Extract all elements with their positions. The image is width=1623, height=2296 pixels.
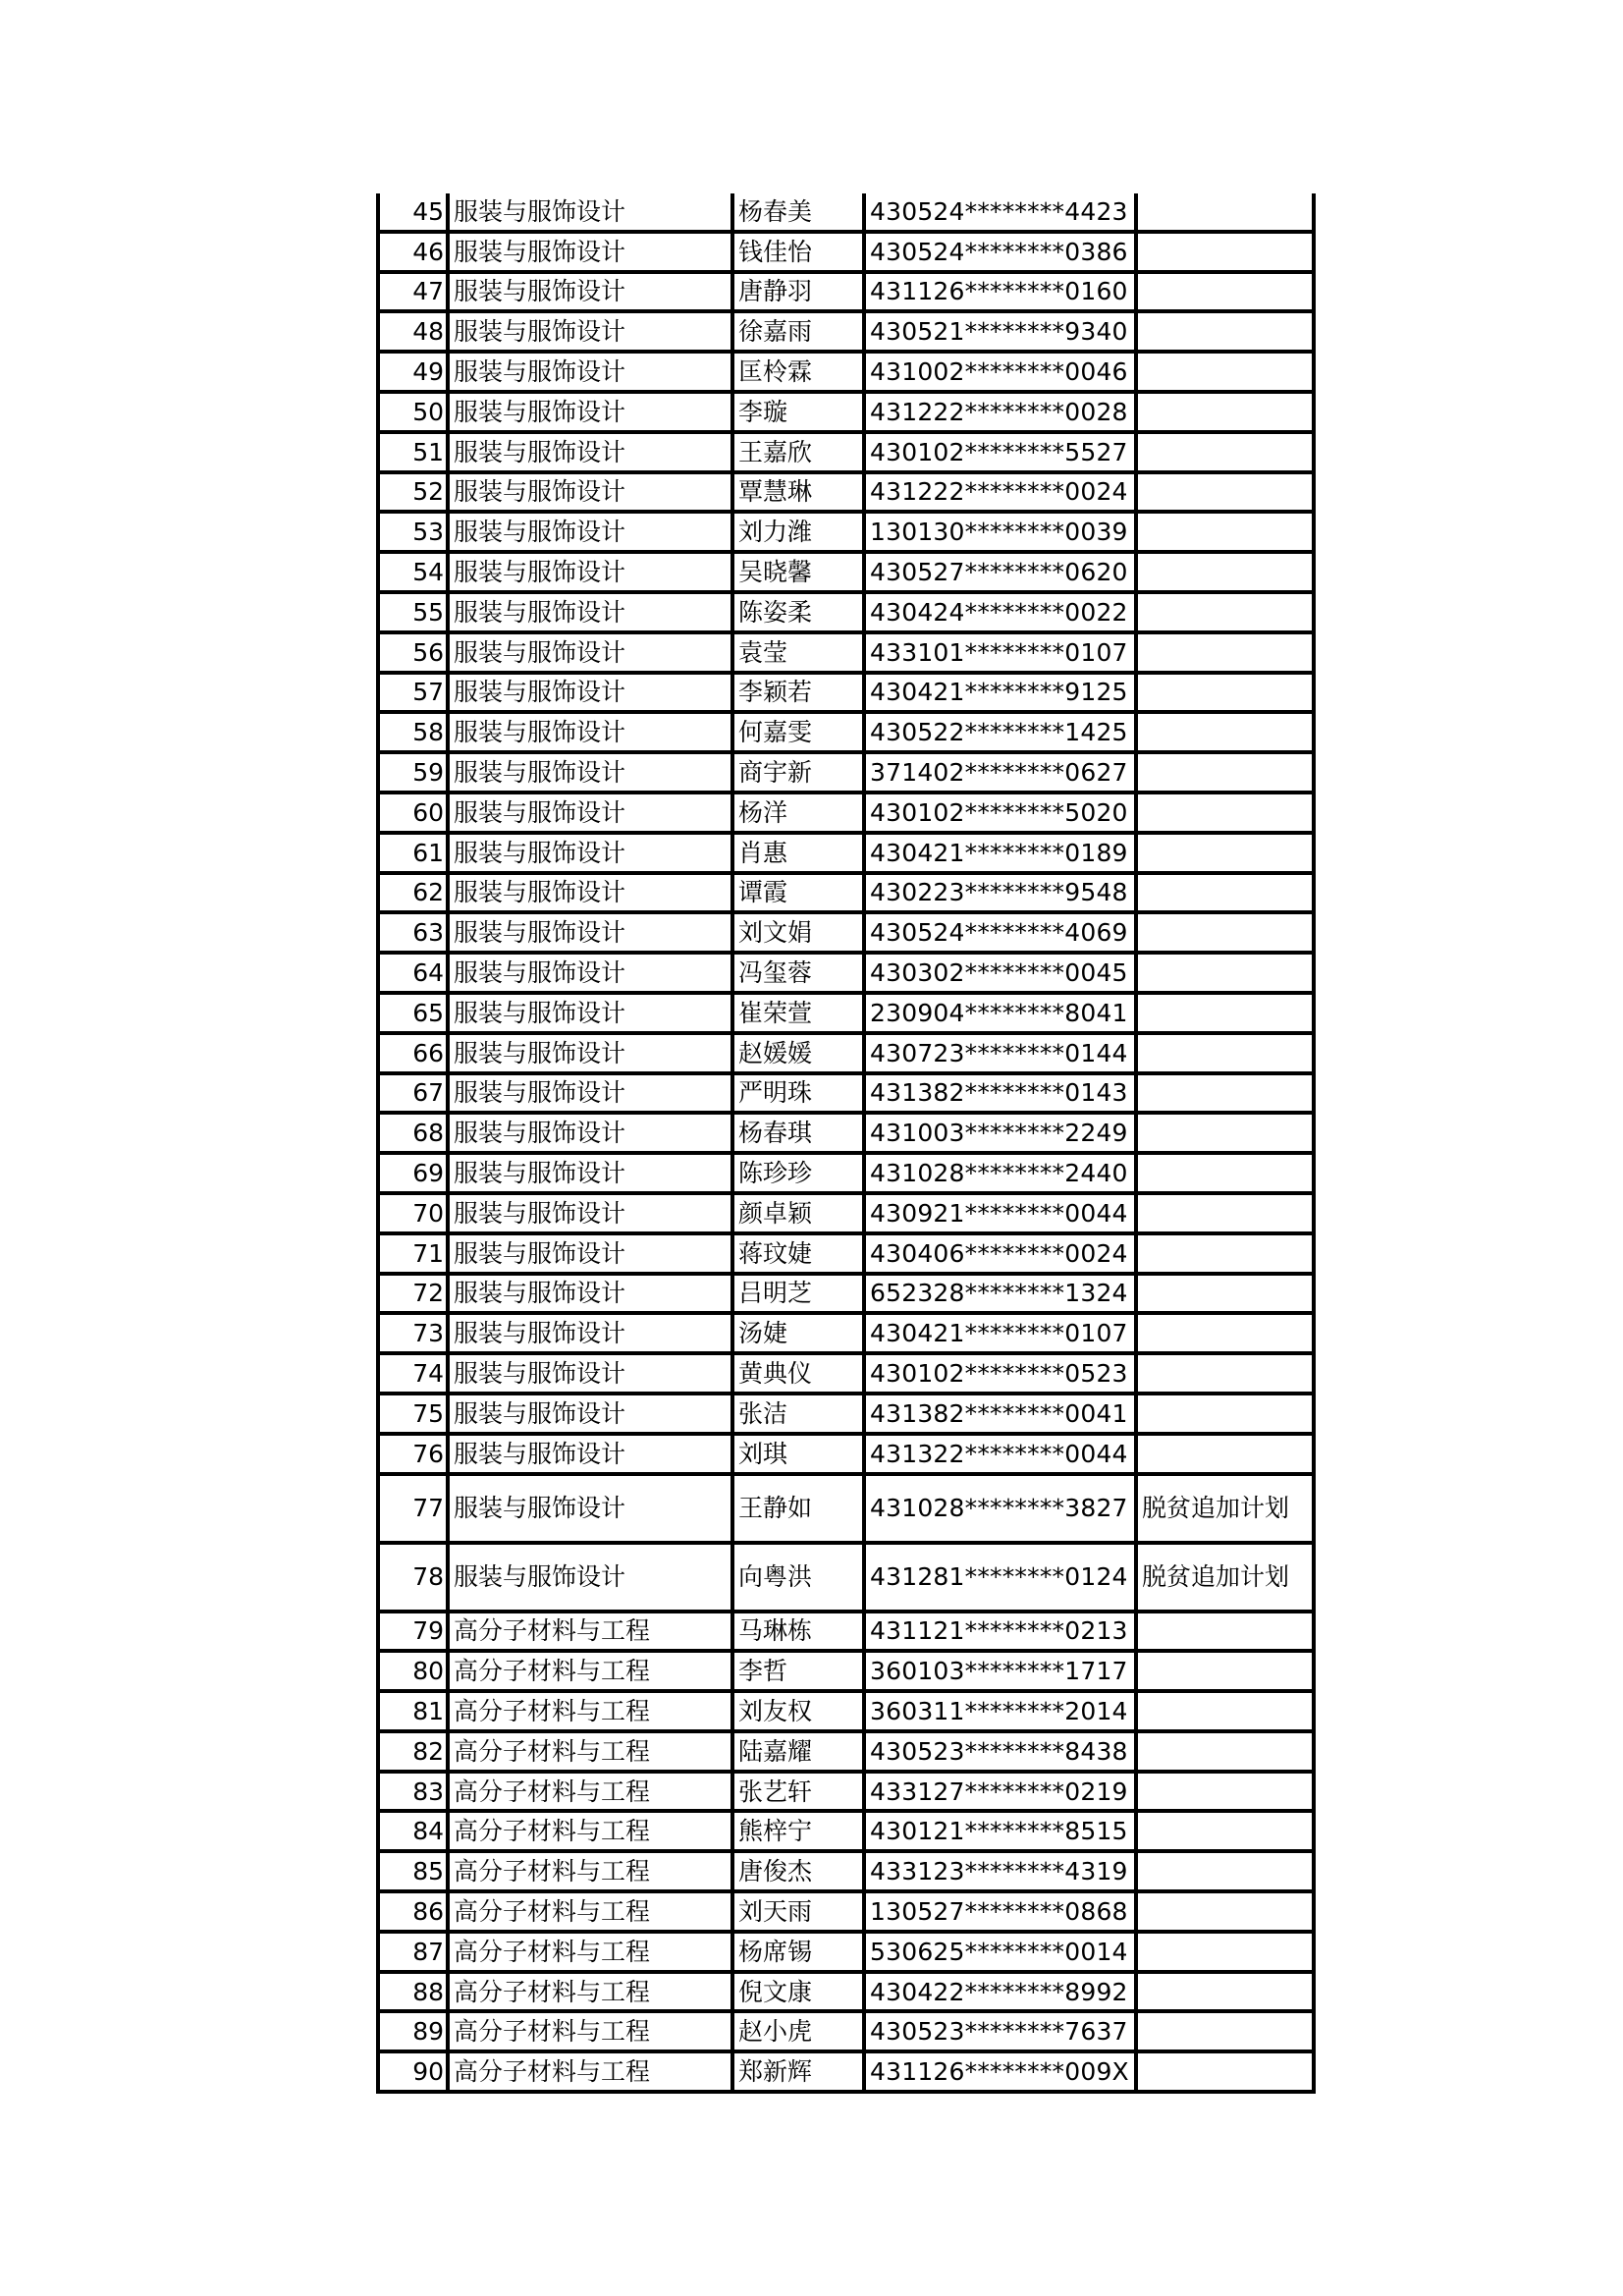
id-number-cell: 430523********8438: [864, 1731, 1136, 1772]
id-number-cell: 433123********4319: [864, 1851, 1136, 1891]
id-number-cell: 431121********0213: [864, 1612, 1136, 1652]
table-row: [378, 272, 1314, 312]
student-name-cell: 张洁: [732, 1394, 864, 1434]
major-cell: 服装与服饰设计: [448, 1073, 732, 1114]
major-cell: 服装与服饰设计: [448, 993, 732, 1033]
row-number: 55: [378, 592, 448, 632]
id-number-cell: 430524********4423: [864, 193, 1136, 232]
remark-cell: [1136, 1691, 1314, 1731]
student-name-cell: 向粤洪: [732, 1543, 864, 1612]
row-number: 79: [378, 1612, 448, 1652]
table-row: [378, 953, 1314, 993]
id-number-cell: 430102********0523: [864, 1353, 1136, 1394]
table-row: [378, 352, 1314, 392]
table-row: [378, 673, 1314, 713]
row-number: 61: [378, 833, 448, 873]
table-row: [378, 1113, 1314, 1153]
row-number: 57: [378, 673, 448, 713]
student-name-cell: 覃慧琳: [732, 472, 864, 513]
remark-cell: [1136, 1891, 1314, 1932]
remark-cell: [1136, 1772, 1314, 1812]
row-number: 82: [378, 1731, 448, 1772]
student-name-cell: 王静如: [732, 1474, 864, 1543]
id-number-cell: 530625********0014: [864, 1932, 1136, 1972]
id-number-cell: 230904********8041: [864, 993, 1136, 1033]
row-number: 90: [378, 2051, 448, 2092]
row-number: 45: [378, 193, 448, 232]
id-number-cell: 430921********0044: [864, 1193, 1136, 1233]
row-number: 47: [378, 272, 448, 312]
table-row: [378, 472, 1314, 513]
row-number: 56: [378, 632, 448, 673]
student-name-cell: 匡柃霖: [732, 352, 864, 392]
student-name-cell: 张艺轩: [732, 1772, 864, 1812]
major-cell: 服装与服饰设计: [448, 1434, 732, 1474]
table-row: [378, 1731, 1314, 1772]
remark-cell: [1136, 873, 1314, 913]
major-cell: 高分子材料与工程: [448, 1651, 732, 1691]
major-cell: 服装与服饰设计: [448, 833, 732, 873]
major-cell: 服装与服饰设计: [448, 193, 732, 232]
remark-cell: [1136, 272, 1314, 312]
major-cell: 服装与服饰设计: [448, 432, 732, 472]
remark-cell: [1136, 993, 1314, 1033]
remark-cell: [1136, 912, 1314, 953]
remark-cell: [1136, 673, 1314, 713]
remark-cell: [1136, 1193, 1314, 1233]
major-cell: 高分子材料与工程: [448, 2051, 732, 2092]
table-row: [378, 1073, 1314, 1114]
remark-cell: [1136, 1113, 1314, 1153]
student-name-cell: 倪文康: [732, 1972, 864, 2012]
id-number-cell: 430223********9548: [864, 873, 1136, 913]
row-number: 65: [378, 993, 448, 1033]
major-cell: 高分子材料与工程: [448, 1612, 732, 1652]
table-row: [378, 712, 1314, 752]
id-number-cell: 430522********1425: [864, 712, 1136, 752]
major-cell: 高分子材料与工程: [448, 2011, 732, 2051]
id-number-cell: 430102********5527: [864, 432, 1136, 472]
row-number: 86: [378, 1891, 448, 1932]
table-row: [378, 232, 1314, 272]
table-row: [378, 1313, 1314, 1353]
major-cell: 服装与服饰设计: [448, 1274, 732, 1314]
major-cell: 服装与服饰设计: [448, 712, 732, 752]
remark-cell: [1136, 2011, 1314, 2051]
table-row: [378, 1193, 1314, 1233]
student-name-cell: 刘友权: [732, 1691, 864, 1731]
student-name-cell: 吴晓馨: [732, 552, 864, 592]
remark-cell: 脱贫追加计划: [1136, 1543, 1314, 1612]
student-name-cell: 冯玺蓉: [732, 953, 864, 993]
table-row: [378, 592, 1314, 632]
student-name-cell: 刘天雨: [732, 1891, 864, 1932]
row-number: 89: [378, 2011, 448, 2051]
major-cell: 服装与服饰设计: [448, 912, 732, 953]
id-number-cell: 431322********0044: [864, 1434, 1136, 1474]
table-row: [378, 2051, 1314, 2092]
table-row: [378, 1543, 1314, 1612]
row-number: 46: [378, 232, 448, 272]
row-number: 59: [378, 752, 448, 793]
student-name-cell: 刘琪: [732, 1434, 864, 1474]
student-name-cell: 刘文娟: [732, 912, 864, 953]
student-name-cell: 商宇新: [732, 752, 864, 793]
table-row: [378, 1474, 1314, 1543]
major-cell: 高分子材料与工程: [448, 1851, 732, 1891]
major-cell: 服装与服饰设计: [448, 873, 732, 913]
student-name-cell: 崔荣萱: [732, 993, 864, 1033]
id-number-cell: 430406********0024: [864, 1233, 1136, 1274]
table-row: [378, 912, 1314, 953]
major-cell: 服装与服饰设计: [448, 793, 732, 833]
major-cell: 高分子材料与工程: [448, 1891, 732, 1932]
major-cell: 服装与服饰设计: [448, 1394, 732, 1434]
student-name-cell: 陈珍珍: [732, 1153, 864, 1193]
major-cell: 服装与服饰设计: [448, 232, 732, 272]
id-number-cell: 431126********009X: [864, 2051, 1136, 2092]
major-cell: 服装与服饰设计: [448, 1543, 732, 1612]
id-number-cell: 433127********0219: [864, 1772, 1136, 1812]
remark-cell: [1136, 1811, 1314, 1851]
major-cell: 服装与服饰设计: [448, 311, 732, 352]
id-number-cell: 130130********0039: [864, 512, 1136, 552]
id-number-cell: 430521********9340: [864, 311, 1136, 352]
student-name-cell: 杨春美: [732, 193, 864, 232]
remark-cell: [1136, 712, 1314, 752]
id-number-cell: 430524********0386: [864, 232, 1136, 272]
major-cell: 高分子材料与工程: [448, 1932, 732, 1972]
id-number-cell: 431281********0124: [864, 1543, 1136, 1612]
table-row: [378, 833, 1314, 873]
student-name-cell: 郑新辉: [732, 2051, 864, 2092]
table-row: [378, 873, 1314, 913]
major-cell: 服装与服饰设计: [448, 953, 732, 993]
row-number: 78: [378, 1543, 448, 1612]
table-row: [378, 2011, 1314, 2051]
student-name-cell: 赵媛媛: [732, 1033, 864, 1073]
row-number: 75: [378, 1394, 448, 1434]
table-row: [378, 1772, 1314, 1812]
admission-roster-table: [376, 193, 1316, 2094]
remark-cell: [1136, 2051, 1314, 2092]
table-row: [378, 1274, 1314, 1314]
row-number: 77: [378, 1474, 448, 1543]
student-name-cell: 陈姿柔: [732, 592, 864, 632]
student-name-cell: 李璇: [732, 392, 864, 432]
table-row: [378, 1434, 1314, 1474]
remark-cell: [1136, 1233, 1314, 1274]
remark-cell: [1136, 1353, 1314, 1394]
remark-cell: [1136, 1394, 1314, 1434]
student-name-cell: 蒋玟婕: [732, 1233, 864, 1274]
major-cell: 服装与服饰设计: [448, 1233, 732, 1274]
major-cell: 高分子材料与工程: [448, 1811, 732, 1851]
major-cell: 服装与服饰设计: [448, 1153, 732, 1193]
remark-cell: [1136, 592, 1314, 632]
table-row: [378, 793, 1314, 833]
table-row: [378, 1394, 1314, 1434]
student-name-cell: 王嘉欣: [732, 432, 864, 472]
id-number-cell: 431222********0024: [864, 472, 1136, 513]
id-number-cell: 430524********4069: [864, 912, 1136, 953]
id-number-cell: 430424********0022: [864, 592, 1136, 632]
remark-cell: [1136, 1073, 1314, 1114]
student-name-cell: 刘力潍: [732, 512, 864, 552]
student-name-cell: 钱佳怡: [732, 232, 864, 272]
student-name-cell: 唐静羽: [732, 272, 864, 312]
id-number-cell: 430421********9125: [864, 673, 1136, 713]
table-row: [378, 512, 1314, 552]
table-row: [378, 1891, 1314, 1932]
major-cell: 服装与服饰设计: [448, 512, 732, 552]
major-cell: 服装与服饰设计: [448, 272, 732, 312]
id-number-cell: 430523********7637: [864, 2011, 1136, 2051]
major-cell: 服装与服饰设计: [448, 1033, 732, 1073]
row-number: 63: [378, 912, 448, 953]
remark-cell: [1136, 1033, 1314, 1073]
remark-cell: [1136, 1434, 1314, 1474]
table-row: [378, 1811, 1314, 1851]
row-number: 84: [378, 1811, 448, 1851]
major-cell: 服装与服饰设计: [448, 1474, 732, 1543]
remark-cell: 脱贫追加计划: [1136, 1474, 1314, 1543]
remark-cell: [1136, 1651, 1314, 1691]
student-name-cell: 颜卓颖: [732, 1193, 864, 1233]
remark-cell: [1136, 833, 1314, 873]
table-row: [378, 1932, 1314, 1972]
table-row: [378, 432, 1314, 472]
row-number: 58: [378, 712, 448, 752]
row-number: 72: [378, 1274, 448, 1314]
id-number-cell: 360311********2014: [864, 1691, 1136, 1731]
id-number-cell: 360103********1717: [864, 1651, 1136, 1691]
id-number-cell: 431382********0041: [864, 1394, 1136, 1434]
remark-cell: [1136, 352, 1314, 392]
student-name-cell: 熊梓宁: [732, 1811, 864, 1851]
student-name-cell: 何嘉雯: [732, 712, 864, 752]
row-number: 71: [378, 1233, 448, 1274]
table-row: [378, 193, 1314, 232]
id-number-cell: 433101********0107: [864, 632, 1136, 673]
row-number: 76: [378, 1434, 448, 1474]
row-number: 80: [378, 1651, 448, 1691]
student-name-cell: 李哲: [732, 1651, 864, 1691]
table-row: [378, 1612, 1314, 1652]
major-cell: 服装与服饰设计: [448, 673, 732, 713]
student-name-cell: 李颖若: [732, 673, 864, 713]
major-cell: 服装与服饰设计: [448, 592, 732, 632]
row-number: 50: [378, 392, 448, 432]
row-number: 53: [378, 512, 448, 552]
major-cell: 服装与服饰设计: [448, 1353, 732, 1394]
row-number: 74: [378, 1353, 448, 1394]
row-number: 87: [378, 1932, 448, 1972]
row-number: 66: [378, 1033, 448, 1073]
major-cell: 服装与服饰设计: [448, 632, 732, 673]
remark-cell: [1136, 1972, 1314, 2012]
id-number-cell: 431222********0028: [864, 392, 1136, 432]
id-number-cell: 430723********0144: [864, 1033, 1136, 1073]
major-cell: 高分子材料与工程: [448, 1972, 732, 2012]
id-number-cell: 430121********8515: [864, 1811, 1136, 1851]
id-number-cell: 430102********5020: [864, 793, 1136, 833]
major-cell: 服装与服饰设计: [448, 392, 732, 432]
row-number: 73: [378, 1313, 448, 1353]
id-number-cell: 430527********0620: [864, 552, 1136, 592]
id-number-cell: 431126********0160: [864, 272, 1136, 312]
student-name-cell: 袁莹: [732, 632, 864, 673]
student-name-cell: 马琳栋: [732, 1612, 864, 1652]
id-number-cell: 430302********0045: [864, 953, 1136, 993]
row-number: 70: [378, 1193, 448, 1233]
id-number-cell: 430422********8992: [864, 1972, 1136, 2012]
table-row: [378, 1651, 1314, 1691]
table-row: [378, 552, 1314, 592]
id-number-cell: 130527********0868: [864, 1891, 1136, 1932]
row-number: 88: [378, 1972, 448, 2012]
remark-cell: [1136, 953, 1314, 993]
student-name-cell: 徐嘉雨: [732, 311, 864, 352]
table-row: [378, 993, 1314, 1033]
id-number-cell: 431002********0046: [864, 352, 1136, 392]
remark-cell: [1136, 1274, 1314, 1314]
major-cell: 服装与服饰设计: [448, 1113, 732, 1153]
roster-body: [378, 193, 1314, 2092]
id-number-cell: 431382********0143: [864, 1073, 1136, 1114]
table-row: [378, 1691, 1314, 1731]
id-number-cell: 430421********0189: [864, 833, 1136, 873]
remark-cell: [1136, 512, 1314, 552]
id-number-cell: 430421********0107: [864, 1313, 1136, 1353]
row-number: 62: [378, 873, 448, 913]
remark-cell: [1136, 193, 1314, 232]
row-number: 81: [378, 1691, 448, 1731]
table-row: [378, 1353, 1314, 1394]
table-row: [378, 752, 1314, 793]
id-number-cell: 371402********0627: [864, 752, 1136, 793]
student-name-cell: 肖惠: [732, 833, 864, 873]
major-cell: 高分子材料与工程: [448, 1691, 732, 1731]
row-number: 67: [378, 1073, 448, 1114]
row-number: 83: [378, 1772, 448, 1812]
row-number: 85: [378, 1851, 448, 1891]
table-row: [378, 1972, 1314, 2012]
table-row: [378, 632, 1314, 673]
remark-cell: [1136, 793, 1314, 833]
remark-cell: [1136, 1612, 1314, 1652]
table-row: [378, 311, 1314, 352]
major-cell: 服装与服饰设计: [448, 472, 732, 513]
row-number: 51: [378, 432, 448, 472]
student-name-cell: 杨春琪: [732, 1113, 864, 1153]
major-cell: 高分子材料与工程: [448, 1731, 732, 1772]
major-cell: 服装与服饰设计: [448, 752, 732, 793]
table-row: [378, 1233, 1314, 1274]
major-cell: 服装与服饰设计: [448, 1313, 732, 1353]
remark-cell: [1136, 232, 1314, 272]
remark-cell: [1136, 552, 1314, 592]
row-number: 69: [378, 1153, 448, 1193]
remark-cell: [1136, 1932, 1314, 1972]
row-number: 52: [378, 472, 448, 513]
row-number: 54: [378, 552, 448, 592]
id-number-cell: 431028********3827: [864, 1474, 1136, 1543]
table-row: [378, 1851, 1314, 1891]
remark-cell: [1136, 311, 1314, 352]
table-row: [378, 1153, 1314, 1193]
remark-cell: [1136, 1313, 1314, 1353]
row-number: 48: [378, 311, 448, 352]
student-name-cell: 杨洋: [732, 793, 864, 833]
remark-cell: [1136, 632, 1314, 673]
id-number-cell: 431028********2440: [864, 1153, 1136, 1193]
student-name-cell: 吕明芝: [732, 1274, 864, 1314]
row-number: 64: [378, 953, 448, 993]
major-cell: 服装与服饰设计: [448, 352, 732, 392]
student-name-cell: 严明珠: [732, 1073, 864, 1114]
remark-cell: [1136, 432, 1314, 472]
major-cell: 高分子材料与工程: [448, 1772, 732, 1812]
student-name-cell: 赵小虎: [732, 2011, 864, 2051]
student-name-cell: 唐俊杰: [732, 1851, 864, 1891]
row-number: 60: [378, 793, 448, 833]
remark-cell: [1136, 472, 1314, 513]
major-cell: 服装与服饰设计: [448, 1193, 732, 1233]
id-number-cell: 652328********1324: [864, 1274, 1136, 1314]
table-row: [378, 1033, 1314, 1073]
major-cell: 服装与服饰设计: [448, 552, 732, 592]
student-name-cell: 谭霞: [732, 873, 864, 913]
student-name-cell: 陆嘉耀: [732, 1731, 864, 1772]
student-name-cell: 黄典仪: [732, 1353, 864, 1394]
id-number-cell: 431003********2249: [864, 1113, 1136, 1153]
remark-cell: [1136, 752, 1314, 793]
row-number: 49: [378, 352, 448, 392]
remark-cell: [1136, 1851, 1314, 1891]
student-name-cell: 汤婕: [732, 1313, 864, 1353]
row-number: 68: [378, 1113, 448, 1153]
remark-cell: [1136, 1731, 1314, 1772]
remark-cell: [1136, 1153, 1314, 1193]
remark-cell: [1136, 392, 1314, 432]
student-name-cell: 杨席锡: [732, 1932, 864, 1972]
table-row: [378, 392, 1314, 432]
